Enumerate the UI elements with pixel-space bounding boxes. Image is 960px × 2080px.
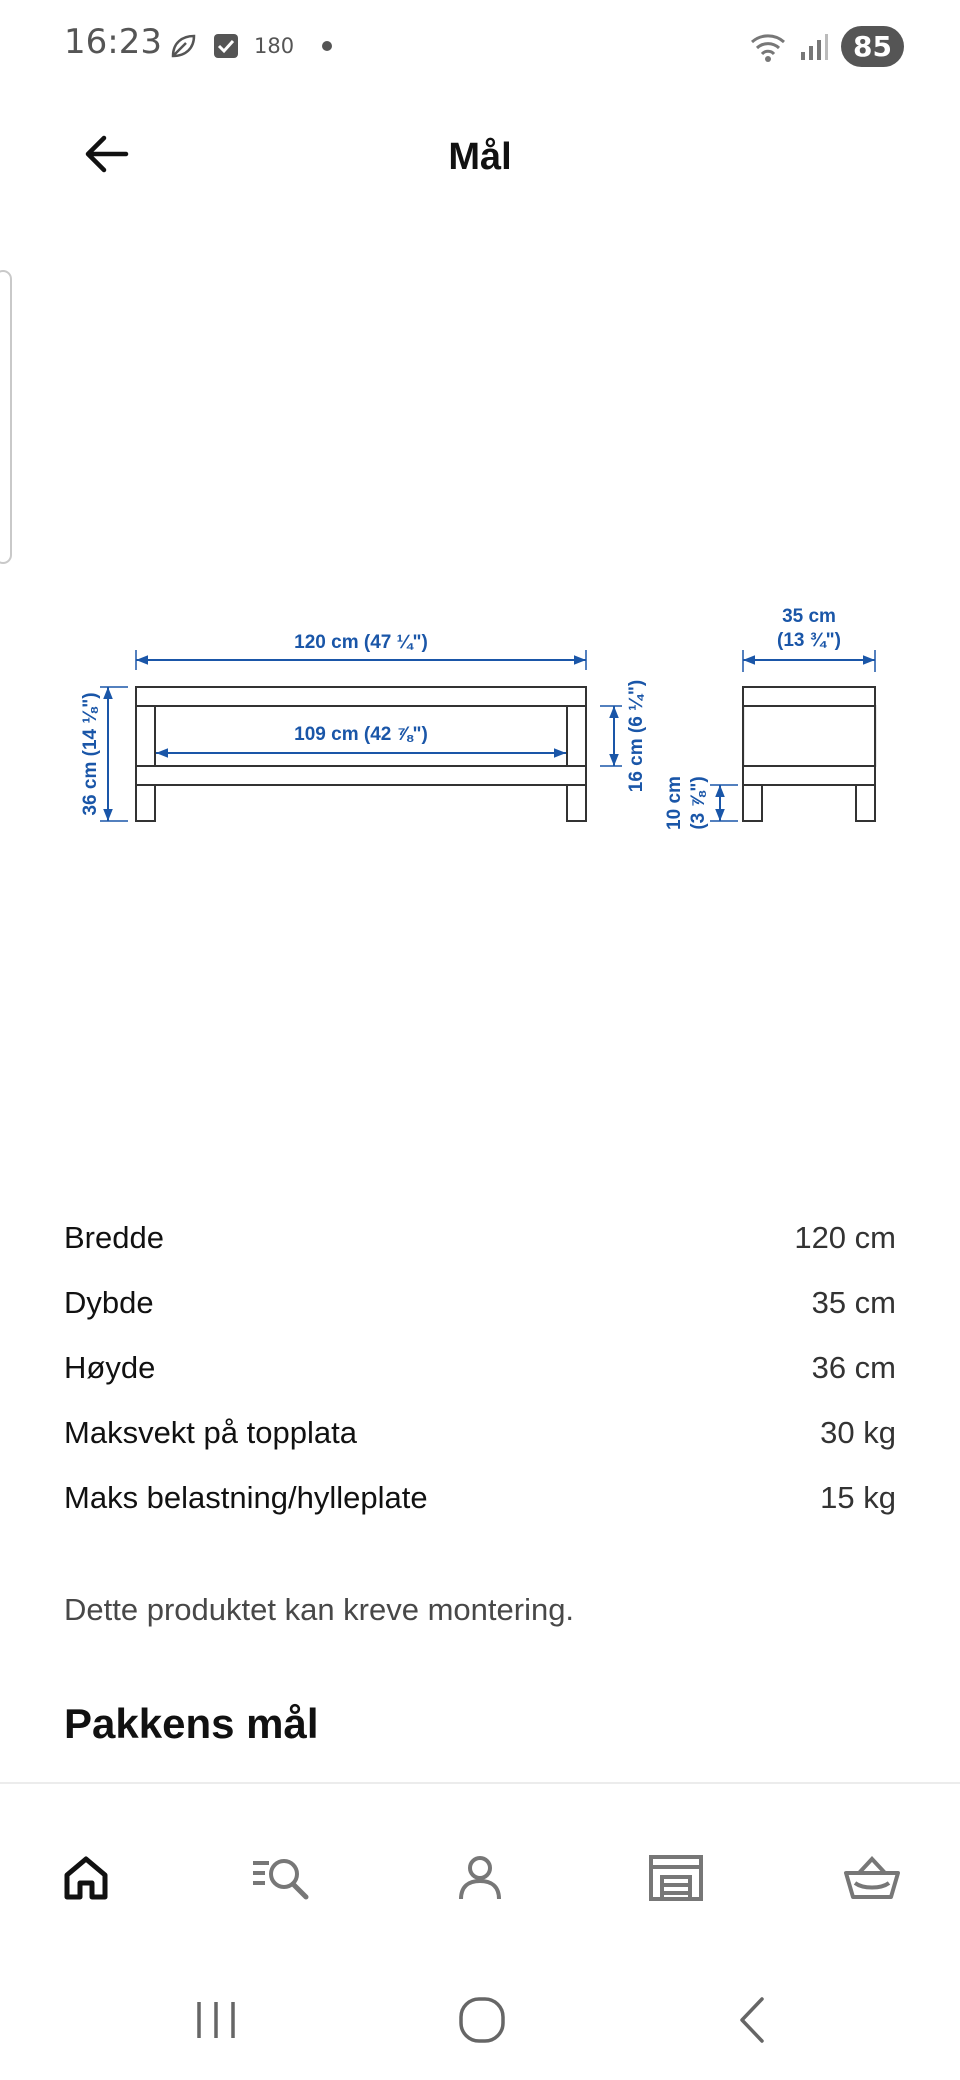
status-notification-icons [168, 28, 332, 64]
wifi-icon [749, 30, 787, 64]
chevron-left-icon [732, 1995, 772, 2045]
home-circle-icon [457, 1995, 507, 2045]
nav-profile[interactable] [444, 1842, 516, 1914]
system-navigation-bar [0, 1960, 960, 2080]
more-notifications-dot [322, 41, 332, 51]
notification-count: 180 [254, 34, 295, 58]
leg-height-label-inches: (3 ⅞") [688, 776, 709, 830]
store-icon [648, 1853, 704, 1903]
spec-row [64, 1465, 896, 1530]
spec-row [64, 1270, 896, 1335]
spec-value: 35 cm [811, 1284, 896, 1320]
status-time: 16:23 [64, 22, 162, 62]
home-icon [61, 1853, 111, 1903]
spec-value: 30 kg [820, 1414, 896, 1450]
spec-label: Maksvekt på topplata [64, 1414, 357, 1450]
depth-label-inches: (13 ¾") [777, 630, 841, 651]
nav-home[interactable] [50, 1842, 122, 1914]
spec-label: Bredde [64, 1219, 164, 1255]
shelf-gap-label: 16 cm (6 ¼") [626, 679, 647, 793]
bottom-navigation [0, 1782, 960, 1960]
spec-row [64, 1335, 896, 1400]
height-label: 36 cm (14 ⅛") [80, 692, 101, 816]
inner-width-label: 109 cm (42 ⅞") [294, 724, 428, 745]
spec-label: Høyde [64, 1349, 156, 1385]
package-dimensions-heading: Pakkens mål [64, 1700, 319, 1747]
spec-label: Maks belastning/hylleplate [64, 1479, 428, 1515]
nav-search[interactable] [246, 1842, 318, 1914]
spec-value: 36 cm [811, 1349, 896, 1385]
dimensions-list [64, 1205, 896, 1530]
basket-icon [843, 1853, 901, 1903]
side-panel-handle[interactable] [0, 270, 12, 564]
nav-store[interactable] [640, 1842, 712, 1914]
leg-height-label: 10 cm [664, 776, 685, 830]
signal-icon [799, 32, 829, 62]
checkbox-icon [212, 32, 240, 60]
status-system-icons [749, 26, 904, 67]
recent-apps-button[interactable] [176, 1980, 256, 2060]
width-label: 120 cm (47 ¼") [294, 632, 428, 653]
search-list-icon [251, 1853, 313, 1903]
depth-label: 35 cm [782, 606, 836, 627]
recent-apps-icon [191, 1998, 241, 2042]
app-bar [0, 100, 960, 216]
dimension-diagram [0, 560, 960, 860]
spec-value: 120 cm [794, 1219, 896, 1255]
nav-basket[interactable] [836, 1842, 908, 1914]
page-title: Mål [448, 136, 512, 178]
spec-value: 15 kg [820, 1479, 896, 1515]
side-view [743, 687, 875, 821]
spec-row [64, 1205, 896, 1270]
home-button[interactable] [442, 1980, 522, 2060]
leaf-icon [168, 31, 198, 61]
assembly-note: Dette produktet kan kreve montering. [64, 1592, 575, 1627]
system-back-button[interactable] [712, 1980, 792, 2060]
battery-indicator: 85 [841, 26, 904, 67]
profile-icon [455, 1853, 505, 1903]
status-bar [0, 0, 960, 92]
spec-label: Dybde [64, 1284, 154, 1320]
spec-row [64, 1400, 896, 1465]
